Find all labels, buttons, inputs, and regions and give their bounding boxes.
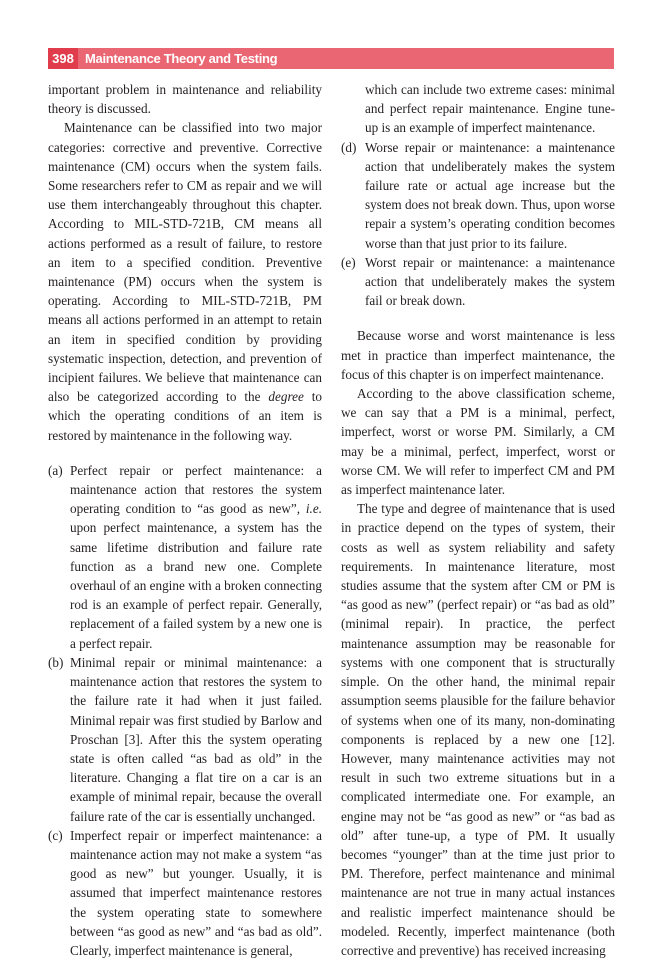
- list-item: (e) Worst repair or maintenance: a maintenance action that undeliberately makes the system fail or break down.: [341, 254, 615, 309]
- running-header: [48, 48, 614, 69]
- chapter-title: Maintenance Theory and Testing: [85, 51, 278, 66]
- list-marker: (d): [341, 139, 357, 155]
- list-item: (b) Minimal repair or minimal maintenance: a maintenance action that restores the system to the failure rate it had when it just failed. Minimal repair was first studied by Barlow and Proschan [3]. After this the system operating state is often called “as bad as old” in the literature. Changing a flat tire on a car is an example of minimal repair, because the overall failure rate of the car is essentially unchanged.: [48, 654, 322, 824]
- list-marker: (a): [48, 462, 63, 478]
- maintenance-types-list: [48, 461, 322, 960]
- right-column: [341, 80, 615, 960]
- paragraph: Because worse and worst maintenance is less met in practice than imperfect maintenance, the focus of this chapter is on imperfect maintenance.: [341, 328, 615, 382]
- left-column: [48, 80, 322, 960]
- list-item: (a) Perfect repair or perfect maintenance: a maintenance action that restores the system operating condition to “as good as new”, i.e. upon perfect maintenance, a system has the same lifetime distribution and failure rate function as a brand new one. Complete overhaul of an engine with a broken connecting rod is an example of perfect repair. Generally, replacement of a failed system by a new one is a perfect repair.: [48, 462, 322, 651]
- maintenance-types-list-continued: [341, 80, 615, 310]
- list-item: (c) Imperfect repair or imperfect maintenance: a maintenance action may not make a system “as good as new” but younger. Usually, it is assumed that imperfect maintenance restores the system operating state to somewhere between “as good as new” and “as bad as old”. Clearly, imperfect maintenance is general,: [48, 827, 322, 958]
- list-marker: (b): [48, 654, 64, 670]
- paragraph: Maintenance can be classified into two major categories: corrective and preventive. Corrective maintenance (CM) occurs when the system fails. Some researchers refer to CM as repair and we will use them interchangeably throughout this chapter. According to MIL-STD-721B, CM means all actions performed as a result of failure, to restore an item to a specified condition. Preventive maintenance (PM) occurs when the system is operating. According to MIL-STD-721B, PM means all actions performed in an attempt to retain an item in specified condition by providing systematic inspection, detection, and prevention of incipient failures. We believe that maintenance can also be categorized according to the degree to which the operating conditions of an item is restored by maintenance in the following way.: [48, 120, 322, 443]
- list-marker: (e): [341, 254, 356, 270]
- paragraph: The type and degree of maintenance that is used in practice depend on the types of system, their costs as well as system reliability and safety requirements. In maintenance literature, most studies assume that the system after CM or PM is “as good as new” (perfect repair) or “as bad as old” (minimal repair). In practice, the perfect maintenance assumption may be reasonable for systems with one component that is structurally simple. On the other hand, the minimal repair assumption seems plausible for the failure behavior of systems when one of its many, non-dominating components is replaced by a new one [12]. However, many maintenance activities may not result in such two extreme situations but in a complicated intermediate one. For example, an engine may not be “as good as new” or “as bad as old” after tune-up, a type of PM. It usually becomes “younger” than at the time just prior to PM. Therefore, perfect maintenance and minimal maintenance are not true in many actual instances and realistic imperfect maintenance should be modeled. Recently, imperfect maintenance (both corrective and preventive) has received increasing: [341, 501, 615, 958]
- list-item-continuation: which can include two extreme cases: minimal and perfect repair maintenance. Engine tune-up is an example of imperfect maintenance.: [365, 82, 615, 136]
- paragraph: According to the above classification scheme, we can say that a PM is a minimal, perfect, imperfect, worst or worse PM. Similarly, a CM may be a minimal, perfect, imperfect, worst or worse CM. We will refer to imperfect CM and PM as imperfect maintenance later.: [341, 386, 615, 498]
- list-marker: (c): [48, 827, 63, 843]
- list-item: (d) Worse repair or maintenance: a maintenance action that undeliberately makes the system failure rate or actual age increase but the system does not break down. Thus, upon worse repair a system’s operating condition becomes worse than that just prior to its failure.: [341, 139, 615, 251]
- paragraph: important problem in maintenance and reliability theory is discussed.: [48, 82, 322, 117]
- page-number: 398: [48, 48, 78, 69]
